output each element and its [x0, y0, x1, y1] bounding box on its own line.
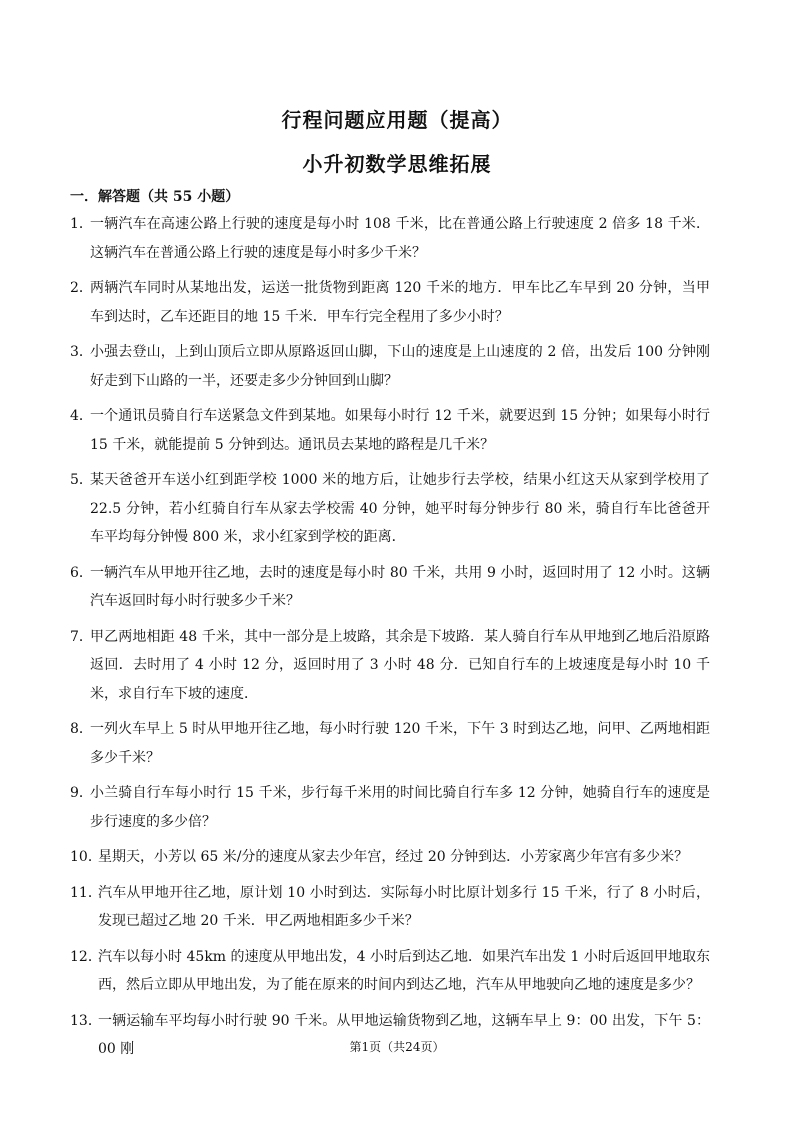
question-number: 4．	[70, 408, 93, 424]
question-number: 8．	[70, 721, 93, 737]
question-text: 小兰骑自行车每小时行 15 千米，步行每千米用的时间比骑自行车多 12 分钟，她骑自行车的速度是步行速度的多少倍？	[90, 785, 710, 830]
question-number: 13．	[70, 1012, 102, 1029]
question-item	[70, 402, 710, 459]
question-number: 9．	[70, 785, 93, 801]
question-item	[70, 559, 710, 616]
question-text: 小强去登山，上到山顶后立即从原路返回山脚，下山的速度是上山速度的 2 倍，出发后 100 分钟刚好走到下山路的一半，还要走多少分钟回到山脚？	[90, 344, 710, 389]
question-number: 12．	[70, 948, 102, 965]
section-heading: 一．解答题（共 55 小题）	[70, 189, 240, 205]
question-item	[70, 943, 710, 1000]
question-item	[70, 466, 710, 552]
question-number: 11．	[70, 884, 102, 901]
question-text: 甲乙两地相距 48 千米，其中一部分是上坡路，其余是下坡路．某人骑自行车从甲地到乙地后沿原路返回．去时用了 4 小时 12 分，返回时用了 3 小时 48 分．已知自行车的上坡速度是每小时 10 千米，求自行车下坡的速度．	[90, 628, 710, 702]
question-text: 汽车以每小时 45km 的速度从甲地出发，4 小时后到达乙地．如果汽车出发 1 小时后返回甲地取东西，然后立即从甲地出发，为了能在原来的时间内到达乙地，汽车从甲地驶向乙地的速度是多少？	[98, 948, 710, 993]
question-text: 某天爸爸开车送小红到距学校 1000 米的地方后，让她步行去学校，结果小红这天从家到学校用了 22.5 分钟，若小红骑自行车从家去学校需 40 分钟，她平时每分钟步行 80 米，骑自行车比爸爸开车平均每分钟慢 800 米，求小红家到学校的距离．	[90, 472, 710, 545]
question-item	[70, 843, 710, 872]
question-item	[70, 623, 710, 709]
question-item	[70, 274, 710, 331]
question-text: 两辆汽车同时从某地出发，运送一批货物到距离 120 千米的地方．甲车比乙车早到 20 分钟，当甲车到达时，乙车还距目的地 15 千米．甲车行完全程用了多少小时？	[90, 280, 710, 325]
document-title: 行程问题应用题（提高）	[281, 108, 513, 132]
question-number: 7．	[70, 628, 93, 645]
question-text: 星期天，小芳以 65 米/分的速度从家去少年宫，经过 20 分钟到达．小芳家离少年宫有多少米？	[98, 849, 689, 865]
question-text: 一辆运输车平均每小时行驶 90 千米。从甲地运输货物到乙地，这辆车早上 9：00 出发，下午 5：00 刚	[98, 1012, 710, 1057]
question-number: 1．	[70, 216, 93, 232]
question-text: 汽车从甲地开往乙地，原计划 10 小时到达．实际每小时比原计划多行 15 千米，行了 8 小时后，发现已超过乙地 20 千米．甲乙两地相距多少千米？	[98, 884, 710, 929]
question-number: 10．	[70, 849, 102, 865]
question-text: 一辆汽车在高速公路上行驶的速度是每小时 108 千米，比在普通公路上行驶速度 2 倍多 18 千米．这辆汽车在普通公路上行驶的速度是每小时多少千米？	[90, 216, 710, 261]
page-footer: 第1页（共24页）	[349, 1040, 445, 1054]
question-item	[70, 879, 710, 936]
question-number: 2．	[70, 280, 93, 296]
question-number: 6．	[70, 564, 93, 581]
question-text: 一个通讯员骑自行车送紧急文件到某地。如果每小时行 12 千米，就要迟到 15 分钟；如果每小时行 15 千米，就能提前 5 分钟到达。通讯员去某地的路程是几千米？	[90, 408, 710, 453]
question-item	[70, 779, 710, 836]
question-text: 一列火车早上 5 时从甲地开往乙地，每小时行驶 120 千米，下午 3 时到达乙地，问甲、乙两地相距多少千米？	[90, 721, 710, 766]
question-item	[70, 715, 710, 772]
question-number: 5．	[70, 472, 93, 488]
question-list	[70, 210, 710, 1071]
question-item	[70, 210, 710, 267]
document-subtitle: 小升初数学思维拓展	[302, 152, 492, 176]
question-number: 3．	[70, 344, 93, 360]
question-item	[70, 338, 710, 395]
question-text: 一辆汽车从甲地开往乙地，去时的速度是每小时 80 千米，共用 9 小时，返回时用了 12 小时。这辆汽车返回时每小时行驶多少千米？	[90, 564, 710, 609]
